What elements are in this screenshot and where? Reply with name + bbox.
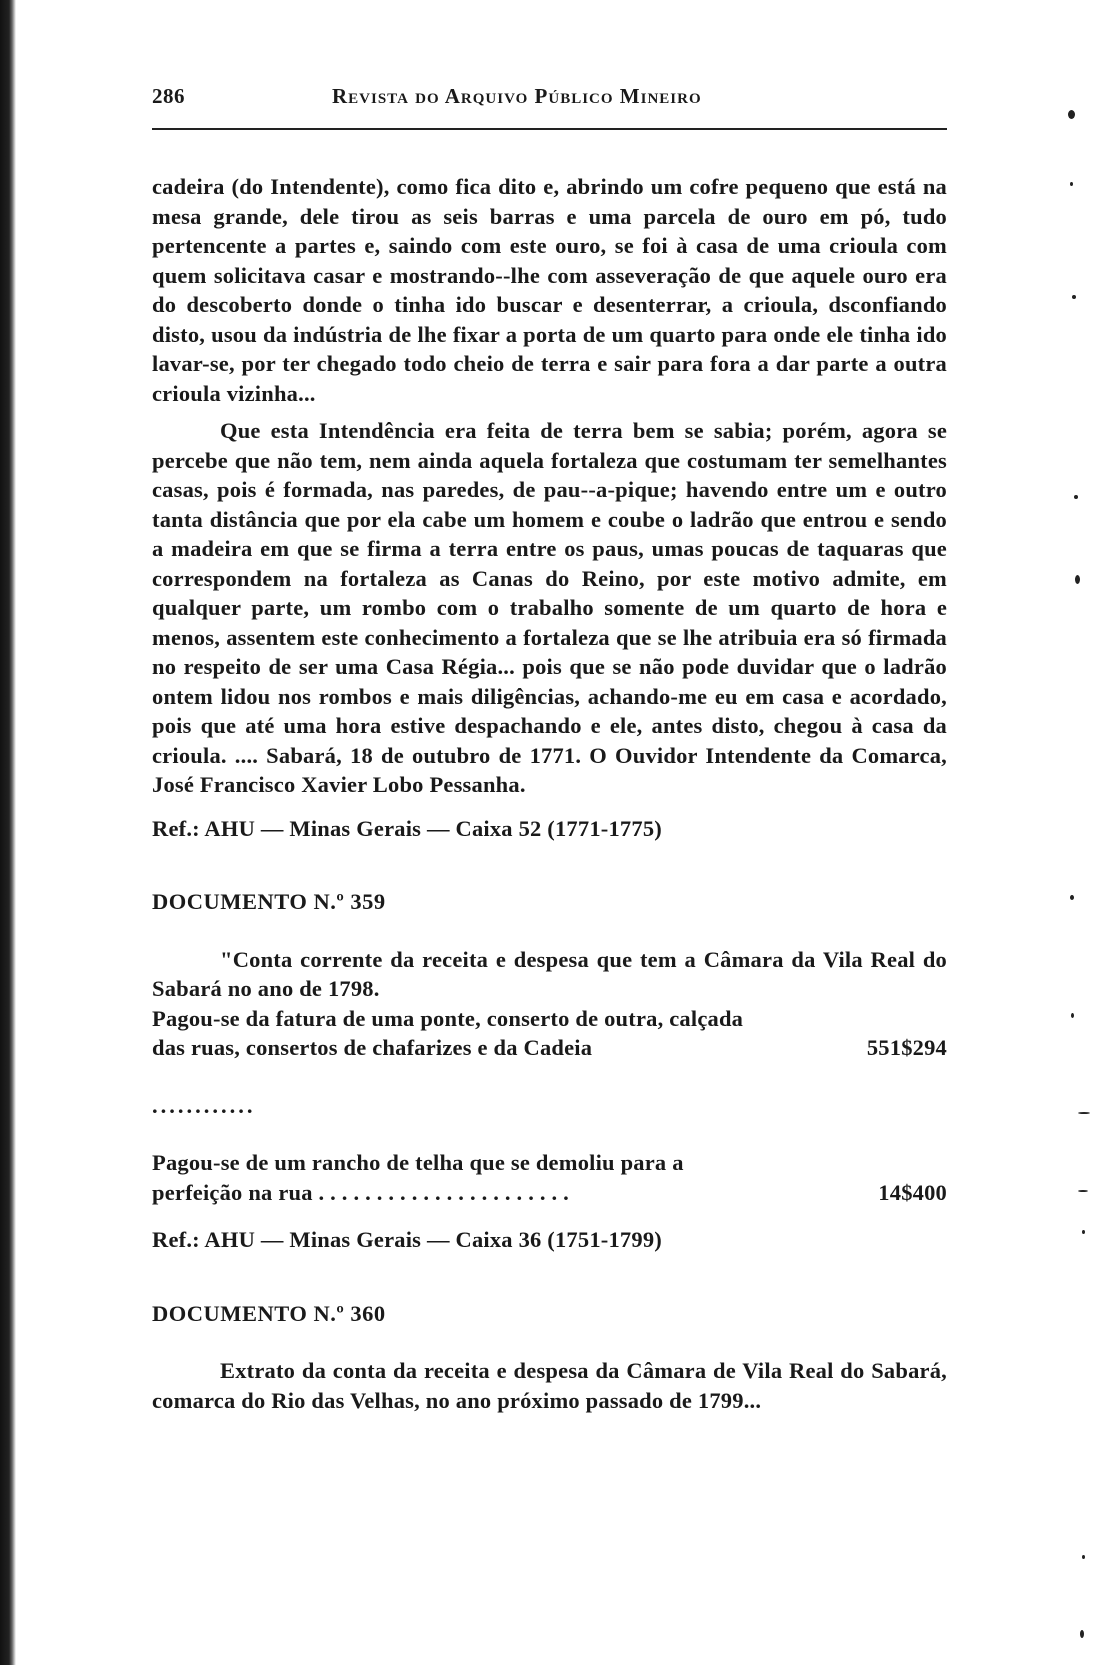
ledger-entry bbox=[152, 1004, 947, 1063]
ledger-entry-amount: 14$400 bbox=[878, 1179, 947, 1205]
paragraph-intendencia: Que esta Intendência era feita de terra bem se sabia; porém, agora se percebe que não tem, nem ainda aquela fortaleza que costumam ter semelhantes casas, pois é formada, nas paredes, de pau--a-pique; havendo entre um e outro tanta distância que por ela cabe um homem e coube o ladrão que entrou e sendo a madeira em que se firma a terra entre os paus, umas poucas de taquaras que correspondem na fortaleza as Canas do Reino, por este motivo admite, em qualquer parte, um rombo com o trabalho somente de um quarto de hora e menos, assentem este conhecimento a fortaleza que se lhe atribuia era só firmada no respeito de ser uma Casa Régia... pois que se não pode duvidar que o ladrão ontem lidou nos rombos e mais diligências, achando-me eu em casa e acordado, pois que até uma hora estive despachando e ele, antes disto, chegou à casa da crioula. .... Sabará, 18 de outubro de 1771. O Ouvidor Intendente da Comarca, José Francisco Xavier Lobo Pessanha. bbox=[152, 418, 947, 797]
header-rule bbox=[152, 128, 947, 130]
book-spine-shadow bbox=[0, 0, 16, 1665]
ledger-entry-description: Pagou-se de um rancho de telha que se demoliu para a perfeição na rua . . . . . . . . . . . . . . . . . . . . . . bbox=[152, 1150, 684, 1205]
ellipsis-line: ............ bbox=[152, 1092, 256, 1118]
page-number: 286 bbox=[152, 84, 185, 108]
document-360-text: Extrato da conta da receita e despesa da Câmara de Vila Real do Sabará, comarca do Rio das Velhas, no ano próximo passado de 1799... bbox=[152, 1358, 947, 1413]
ledger-entry-description: Pagou-se da fatura de uma ponte, conserto de outra, calçada das ruas, consertos de chafarizes e da Cadeia bbox=[152, 1005, 744, 1060]
document-359-heading: DOCUMENTO N.º 359 bbox=[152, 889, 386, 914]
ledger-entry bbox=[152, 1148, 947, 1207]
page-body bbox=[152, 172, 947, 1415]
document-359-intro: "Conta corrente da receita e despesa que tem a Câmara da Vila Real do Sabará no ano de 1798. bbox=[152, 946, 947, 1001]
reference-line: Ref.: AHU — Minas Gerais — Caixa 52 (1771-1775) bbox=[152, 815, 662, 841]
ledger-entry-amount: 551$294 bbox=[866, 1035, 947, 1060]
document-360-heading: DOCUMENTO N.º 360 bbox=[152, 1300, 386, 1326]
running-title: Revista do Arquivo Público Mineiro bbox=[332, 84, 702, 108]
reference-line: Ref.: AHU — Minas Gerais — Caixa 36 (1751-1799) bbox=[152, 1227, 662, 1252]
paragraph-continuation: cadeira (do Intendente), como fica dito e, abrindo um cofre pequeno que está na mesa grande, dele tirou as seis barras e uma parcela de ouro em pó, tudo pertencente a partes e, saindo com este ouro, se foi à casa de uma crioula com quem solicitava casar e mostrando--lhe com asseveração de que aquele ouro era do descoberto donde o tinha ido buscar e desenterrar, a crioula, dsconfiando disto, usou da indústria de lhe fixar a porta de um quarto para onde ele tinha ido lavar-se, por ter chegado todo cheio de terra e sair para fora a dar parte a outra crioula vizinha... bbox=[152, 174, 947, 406]
